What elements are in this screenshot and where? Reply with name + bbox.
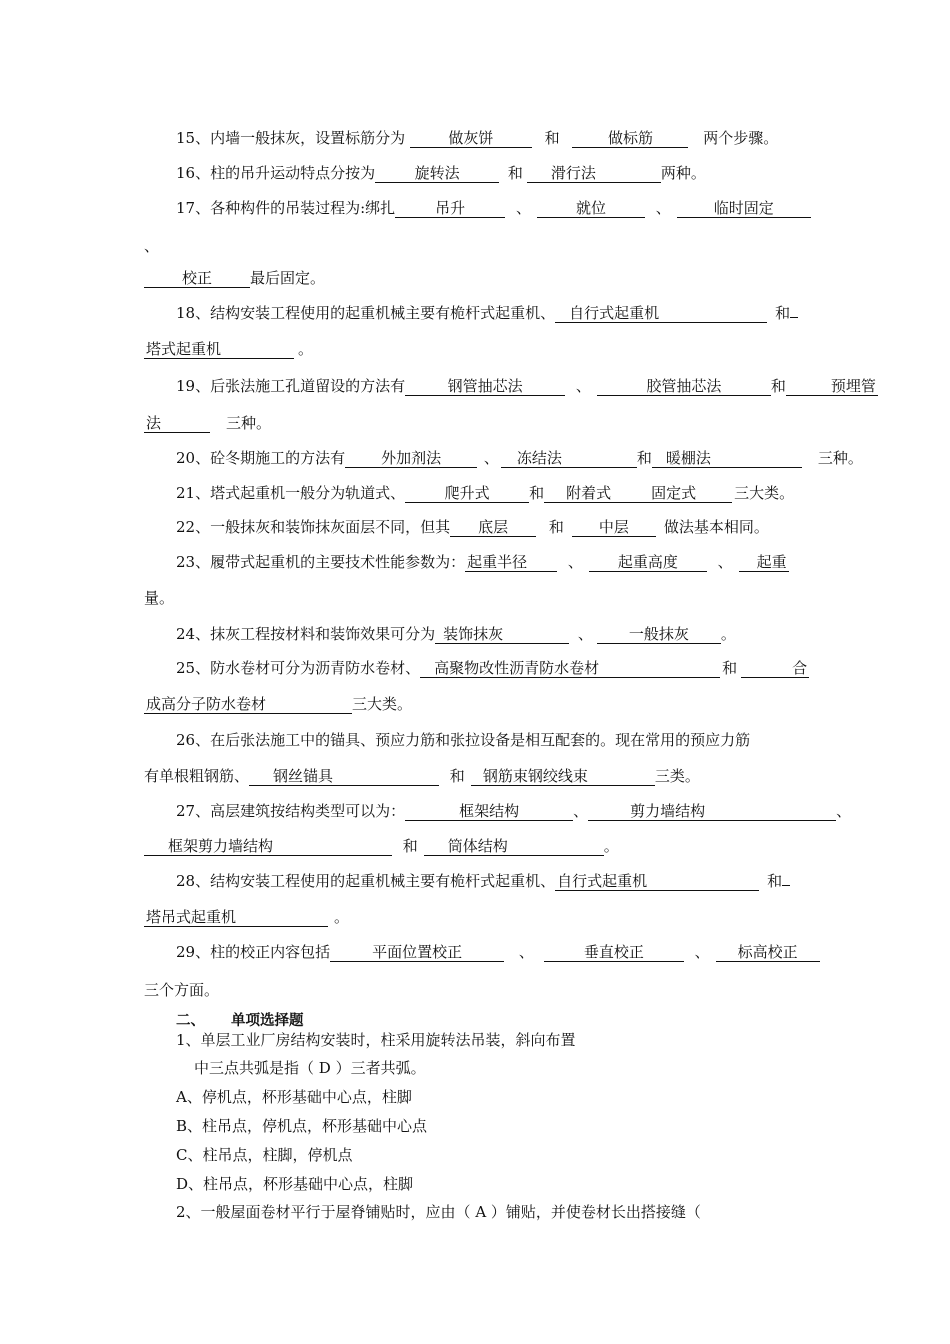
q23-answer-3a: 起重 xyxy=(739,554,789,572)
q29-answer-1: 平面位置校正 xyxy=(330,944,504,962)
q17-sep-3: 、 xyxy=(144,237,160,255)
q28-underline-stub xyxy=(782,885,790,886)
question-27 xyxy=(176,801,851,821)
q15-answer-2: 做标筋 xyxy=(572,130,688,148)
q15-text: 15、内墙一般抹灰，设置标筋分为 xyxy=(176,129,406,147)
q29-answer-3: 标高校正 xyxy=(716,944,820,962)
mc1-stem-line2: 中三点共弧是指（ D ）三者共弧。 xyxy=(194,1059,426,1077)
q16-and: 和 xyxy=(507,164,523,182)
q25-and: 和 xyxy=(722,659,738,677)
q29-sep-1: 、 xyxy=(518,943,534,961)
q17-answer-3: 临时固定 xyxy=(677,200,811,218)
question-19 xyxy=(176,376,878,396)
q17-answer-2: 就位 xyxy=(537,200,645,218)
q16-tail: 两种。 xyxy=(660,164,706,182)
question-19-cont xyxy=(144,413,271,433)
q28-text: 28、结构安装工程使用的起重机械主要有桅杆式起重机、 xyxy=(176,872,556,890)
q20-answer-2: 冻结法 xyxy=(501,450,637,468)
q19-and: 和 xyxy=(770,377,786,395)
question-18-cont xyxy=(144,339,313,359)
q17-answer-1: 吊升 xyxy=(395,200,505,218)
mc2-stem-line1: 2、一般屋面卷材平行于屋脊铺贴时，应由（ A ）铺贴，并使卷材长出搭接缝（ xyxy=(176,1203,701,1221)
q19-answer-2: 胶管抽芯法 xyxy=(597,378,771,396)
question-25 xyxy=(176,658,809,678)
q21-answer-2: 附着式 xyxy=(566,484,612,502)
question-23 xyxy=(176,552,789,572)
question-24 xyxy=(176,624,736,644)
mc1-option-c: C、柱吊点，柱脚，停机点 xyxy=(176,1146,353,1164)
mc1-option-a: A、停机点，杯形基础中心点，柱脚 xyxy=(176,1088,412,1106)
q27-sep-2: 、 xyxy=(836,802,852,820)
q24-answer-1: 装饰抹灰 xyxy=(435,626,569,644)
q21-answer-2-3 xyxy=(544,485,732,503)
q22-answer-2: 中层 xyxy=(572,519,656,537)
q27-answer-1: 框架结构 xyxy=(405,803,573,821)
q26-text: 有单根粗钢筋、 xyxy=(144,767,250,785)
question-17-cont xyxy=(144,268,325,288)
q29-text: 29、柱的校正内容包括 xyxy=(176,943,331,961)
q21-tail: 三大类。 xyxy=(734,484,795,502)
q18-answer-1: 自行式起重机 xyxy=(555,305,767,323)
q16-answer-2: 滑行法 xyxy=(527,165,661,183)
q23-tail: 。 xyxy=(159,589,175,607)
question-20 xyxy=(176,448,863,468)
q17-sep-2: 、 xyxy=(655,199,671,217)
question-27-cont xyxy=(144,836,619,856)
q27-and: 和 xyxy=(402,837,418,855)
question-23-cont xyxy=(144,588,174,608)
q23-sep-2: 、 xyxy=(717,553,733,571)
mc1-option-b: B、柱吊点，停机点，杯形基础中心点 xyxy=(176,1117,428,1135)
q15-tail: 两个步骤。 xyxy=(703,129,779,147)
question-21 xyxy=(176,483,794,503)
q23-answer-1: 起重半径 xyxy=(465,554,557,572)
q29-answer-2: 垂直校正 xyxy=(544,944,684,962)
q17-answer-4: 校正 xyxy=(144,270,250,288)
question-28-cont xyxy=(144,907,349,927)
question-15 xyxy=(176,128,778,148)
section-number: 二、 xyxy=(176,1013,205,1029)
question-29 xyxy=(176,942,820,962)
q27-answer-3: 框架剪力墙结构 xyxy=(144,838,392,856)
q17-tail: 最后固定。 xyxy=(250,269,326,287)
q23-answer-2: 起重高度 xyxy=(589,554,707,572)
q26-answer-1: 钢丝锚具 xyxy=(249,768,439,786)
q19-text: 19、后张法施工孔道留设的方法有 xyxy=(176,377,406,395)
q24-tail: 。 xyxy=(720,625,736,643)
q17-sep-1: 、 xyxy=(515,199,531,217)
q22-tail: 做法基本相同。 xyxy=(663,518,769,536)
question-28 xyxy=(176,871,790,891)
q19-answer-3a: 预埋管 xyxy=(786,378,878,396)
q21-answer-3: 固定式 xyxy=(651,484,697,502)
q24-text: 24、抹灰工程按材料和装饰效果可分为 xyxy=(176,625,436,643)
q15-answer-1: 做灰饼 xyxy=(410,130,532,148)
q26-tail: 三类。 xyxy=(654,767,700,785)
q17-text: 17、各种构件的吊装过程为:绑扎 xyxy=(176,199,396,217)
q25-answer-2b: 成高分子防水卷材 xyxy=(144,696,352,714)
q28-answer-1: 自行式起重机 xyxy=(555,873,759,891)
question-25-cont xyxy=(144,694,412,714)
q24-answer-2: 一般抹灰 xyxy=(597,626,721,644)
q27-answer-2: 剪力墙结构 xyxy=(588,803,836,821)
q28-tail: 。 xyxy=(334,908,350,926)
q23-text: 23、履带式起重机的主要技术性能参数为： xyxy=(176,553,466,571)
q18-text: 18、结构安装工程使用的起重机械主要有桅杆式起重机、 xyxy=(176,304,556,322)
q27-text: 27、高层建筑按结构类型可以为： xyxy=(176,802,406,820)
question-29-cont: 三个方面。 xyxy=(144,981,220,999)
q15-and: 和 xyxy=(544,129,560,147)
question-26: 26、在后张法施工中的锚具、预应力筋和张拉设备是相互配套的。现在常用的预应力筋 xyxy=(176,731,751,749)
q25-tail: 三大类。 xyxy=(352,695,413,713)
q19-sep-1: 、 xyxy=(575,377,591,395)
question-26-cont xyxy=(144,766,700,786)
question-16 xyxy=(176,163,706,183)
q25-text: 25、防水卷材可分为沥青防水卷材、 xyxy=(176,659,421,677)
q22-text: 22、一般抹灰和装饰抹灰面层不同，但其 xyxy=(176,518,451,536)
q25-answer-1: 高聚物改性沥青防水卷材 xyxy=(420,660,720,678)
q19-tail: 三种。 xyxy=(226,414,272,432)
q20-answer-1: 外加剂法 xyxy=(345,450,477,468)
q20-tail: 三种。 xyxy=(817,449,863,467)
q23-sep-1: 、 xyxy=(567,553,583,571)
q18-tail: 。 xyxy=(298,340,314,358)
q24-sep-1: 、 xyxy=(577,625,593,643)
q22-and: 和 xyxy=(548,518,564,536)
q26-and: 和 xyxy=(449,767,465,785)
q19-answer-1: 钢管抽芯法 xyxy=(405,378,565,396)
q21-text: 21、塔式起重机一般分为轨道式、 xyxy=(176,484,406,502)
q18-answer-2: 塔式起重机 xyxy=(144,341,294,359)
q27-tail: 。 xyxy=(603,837,619,855)
q28-answer-2: 塔吊式起重机 xyxy=(144,909,328,927)
section-heading xyxy=(176,1011,304,1031)
question-18 xyxy=(176,303,798,323)
q18-underline-stub xyxy=(790,317,798,318)
mc1-stem-line1: 1、单层工业厂房结构安装时，柱采用旋转法吊装，斜向布置 xyxy=(176,1031,576,1049)
q20-text: 20、砼冬期施工的方法有 xyxy=(176,449,346,467)
q21-answer-1: 爬升式 xyxy=(405,485,529,503)
q21-and: 和 xyxy=(529,484,545,502)
q22-answer-1: 底层 xyxy=(450,519,536,537)
q27-answer-4: 筒体结构 xyxy=(424,838,604,856)
q20-sep-1: 、 xyxy=(483,449,499,467)
q19-answer-3b: 法 xyxy=(144,415,210,433)
q16-text: 16、柱的吊升运动特点分按为 xyxy=(176,164,376,182)
q16-answer-1: 旋转法 xyxy=(375,165,499,183)
q20-answer-3: 暖棚法 xyxy=(652,450,802,468)
question-22 xyxy=(176,517,769,537)
mc1-option-d: D、柱吊点，杯形基础中心点，柱脚 xyxy=(176,1175,414,1193)
question-17 xyxy=(176,198,811,218)
q28-and: 和 xyxy=(767,872,783,890)
q26-answer-2: 钢筋束钢绞线束 xyxy=(471,768,655,786)
q18-and: 和 xyxy=(775,304,791,322)
q27-sep-1: 、 xyxy=(573,802,589,820)
section-title: 单项选择题 xyxy=(231,1013,304,1029)
q20-and: 和 xyxy=(636,449,652,467)
q29-sep-2: 、 xyxy=(694,943,710,961)
q23-answer-3b: 量 xyxy=(144,589,160,607)
q25-answer-2a: 合 xyxy=(741,660,809,678)
